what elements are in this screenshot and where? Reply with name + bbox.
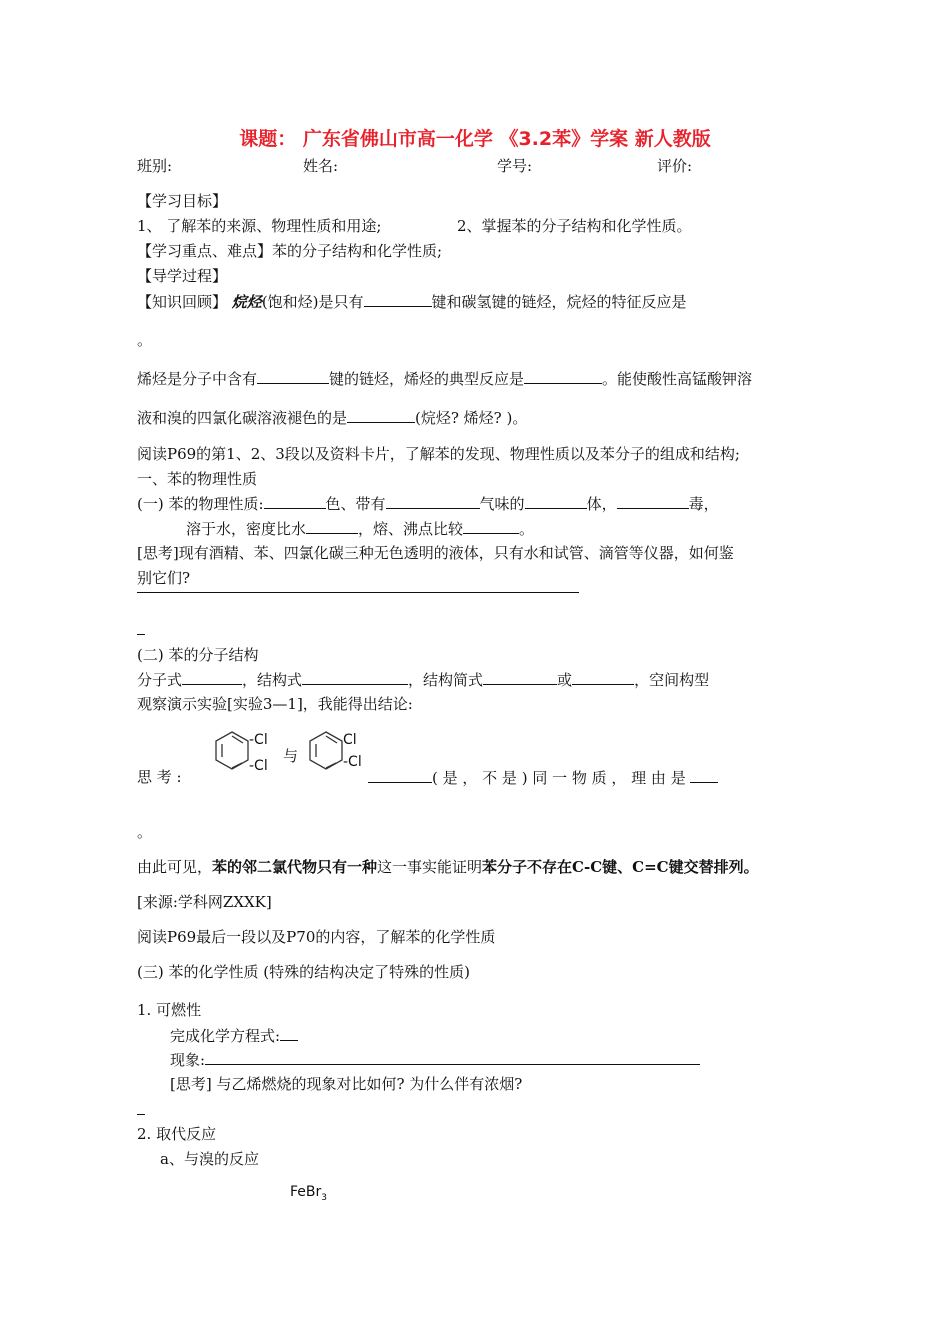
think-1b: 别它们? (137, 569, 191, 587)
bold-text: 苯分子不存在C-C键、C=C键交替排列。 (482, 858, 759, 876)
text: 毒， (688, 495, 719, 513)
header-fields (137, 156, 693, 176)
review-text: 键和碳氢键的链烃，烷烃的特征反应是 (431, 293, 687, 311)
with-label: 与 (283, 747, 299, 765)
key-label: 【学习重点、难点】 (137, 242, 273, 260)
review-text: 烯烃是分子中含有 (137, 370, 258, 388)
formula-line (137, 669, 709, 690)
text: 或 (557, 671, 573, 689)
review-line-1 (137, 291, 687, 312)
section2-heading: (二) 苯的分子结构 (137, 646, 259, 664)
blank[interactable] (264, 493, 326, 509)
text: 完成化学方程式: (170, 1027, 281, 1045)
answer-line[interactable] (137, 592, 579, 593)
read-instruction-1: 阅读P69的第1、2、3段以及资料卡片，了解苯的发现、物理性质以及苯分子的组成和结构; (137, 445, 740, 463)
review-period: 。 (137, 331, 153, 349)
review-text: 液和溴的四氯化碳溶液褪色的是 (137, 409, 348, 427)
text: 溶于水，密度比水 (186, 520, 307, 538)
cl-label-1: -Cl (249, 732, 268, 748)
think-label: 思 考 : (137, 768, 182, 786)
alkane-term: 烷烃 (231, 293, 262, 311)
blank[interactable] (306, 518, 358, 534)
think-1a: [思考]现有酒精、苯、四氯化碳三种无色透明的液体，只有水和试管、滴管等仪器，如何鉴 (137, 544, 734, 562)
text: (一) 苯的物理性质: (137, 495, 264, 513)
blank[interactable] (525, 493, 587, 509)
catalyst-text: FeBr (290, 1184, 322, 1200)
review-text: 键的链烃，烯烃的典型反应是 (329, 370, 525, 388)
blank[interactable] (483, 669, 557, 685)
text: ( 是 ， 不 是 ) 同 一 物 质 ， 理 由 是 (432, 769, 686, 787)
source-note: [来源:学科网ZXXK] (137, 893, 272, 911)
blank[interactable] (302, 669, 408, 685)
answer-mark (137, 1114, 145, 1115)
section1-heading: 一、苯的物理性质 (137, 470, 258, 488)
text: ，空间构型 (634, 671, 710, 689)
blank[interactable] (386, 493, 480, 509)
blank[interactable] (524, 368, 602, 384)
class-label: 班别: (137, 157, 173, 175)
blank[interactable] (572, 669, 634, 685)
blank[interactable] (257, 368, 329, 384)
key-points (137, 241, 442, 261)
review-text: (饱和烃)是只有 (261, 293, 364, 311)
text: 。 (519, 520, 535, 538)
bromine-reaction: a、与溴的反应 (160, 1150, 259, 1168)
text: 现象: (170, 1051, 206, 1069)
section3-heading: (三) 苯的化学性质 (特殊的结构决定了特殊的性质) (137, 963, 470, 981)
key-text: 苯的分子结构和化学性质; (272, 242, 443, 260)
goals-line (137, 216, 692, 236)
review-text: (烷烃? 烯烃? )。 (415, 409, 528, 427)
para-benzene-ring (310, 732, 342, 769)
page-title: 课题： 广东省佛山市高一化学 《3.2苯》学案 新人教版 (239, 128, 711, 150)
blank[interactable] (347, 407, 415, 423)
text: 色、带有 (325, 495, 386, 513)
review-line-2 (137, 368, 752, 389)
review-line-3 (137, 407, 527, 428)
read-instruction-2: 阅读P69最后一段以及P70的内容，了解苯的化学性质 (137, 928, 496, 946)
period-line: 。 (137, 823, 153, 841)
conclusion-line (137, 857, 759, 877)
bold-text: 苯的邻二氯代物只有一种 (212, 858, 378, 876)
experiment-line: 观察演示实验[实验3—1]，我能得出结论: (137, 695, 413, 713)
goal-2: 2、掌握苯的分子结构和化学性质。 (457, 217, 692, 235)
catalyst-label (290, 1182, 327, 1208)
blank[interactable] (617, 493, 689, 509)
think-3: [思考] 与乙烯燃烧的现象对比如何? 为什么伴有浓烟? (170, 1075, 523, 1093)
process-heading: 【导学过程】 (137, 267, 228, 285)
cl-label-4: -Cl (343, 754, 362, 770)
item-substitution: 2. 取代反应 (137, 1125, 217, 1143)
text: 这一事实能证明 (377, 858, 483, 876)
phenomenon-line (170, 1049, 700, 1070)
text: 由此可见， (137, 858, 213, 876)
physical-props-line-2 (186, 518, 534, 539)
item-combustion: 1. 可燃性 (137, 1001, 202, 1019)
blank[interactable] (280, 1025, 298, 1041)
grade-label: 评价: (657, 157, 693, 175)
blank[interactable] (463, 518, 519, 534)
blank[interactable] (690, 767, 718, 783)
equation-line (170, 1025, 298, 1046)
cl-label-3: Cl (343, 732, 357, 748)
blank[interactable] (364, 291, 432, 307)
text: ，熔、沸点比较 (358, 520, 464, 538)
cl-label-2: -Cl (249, 758, 268, 774)
physical-props-line-1 (137, 493, 719, 514)
text: ，结构简式 (408, 671, 484, 689)
text: 体， (586, 495, 617, 513)
blank[interactable] (205, 1049, 700, 1065)
goals-heading: 【学习目标】 (137, 192, 228, 210)
same-substance-line (368, 767, 718, 788)
review-text: 。能使酸性高锰酸钾溶 (602, 370, 753, 388)
goal-1: 1、 了解苯的来源、物理性质和用途; (137, 217, 382, 235)
number-label: 学号: (497, 157, 533, 175)
text: 气味的 (479, 495, 525, 513)
name-label: 姓名: (303, 157, 339, 175)
answer-mark (137, 634, 145, 635)
text: 分子式 (137, 671, 183, 689)
blank[interactable] (368, 767, 432, 783)
review-label: 【知识回顾】 (137, 293, 228, 311)
text: ，结构式 (242, 671, 303, 689)
catalyst-subscript: 3 (321, 1192, 327, 1203)
ortho-benzene-ring (216, 732, 248, 769)
blank[interactable] (182, 669, 242, 685)
